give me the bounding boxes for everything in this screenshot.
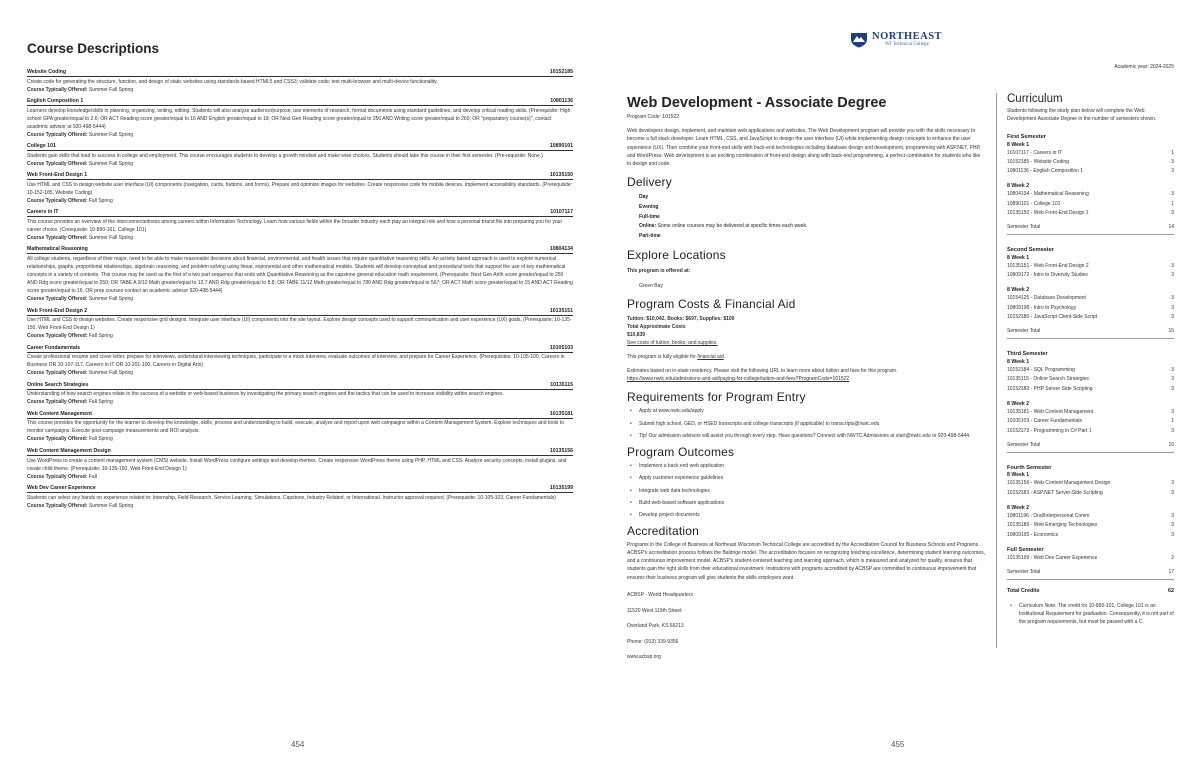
- program-intro: Web developers design, implement, and maintain web applications and websites. The Web Development program will provide you with the skills necessary to become a full stack developer. Learn HTML, CSS, and JavaScript to design the user interface (UI) while implementing design concepts to enhance the user experience (UX). Then combine your front-end skills with back-end technologies including database design and development, programming with ASP.NET, PHP, and WordPress. Web development is an exciting combination of front-end design along with back-end programming, a perfect combination for students who like to design and code.: [627, 128, 981, 168]
- accreditation-address: [627, 591, 985, 661]
- curriculum-course-name: 10135151 - Web Front-End Design 2: [1007, 262, 1089, 269]
- semester-total-row: [1007, 328, 1174, 334]
- outcomes-list: [627, 462, 985, 519]
- semester-divider: [1007, 338, 1174, 339]
- course-entry: [27, 411, 573, 444]
- curriculum-course-row: [1007, 304, 1174, 313]
- course-offered: [27, 332, 573, 340]
- semester-total-value: 16: [1168, 441, 1174, 448]
- week-label: 8 Week 1: [1007, 141, 1030, 148]
- semester-total-value: 15: [1168, 328, 1174, 335]
- delivery-item: Full-time: [639, 213, 660, 220]
- curriculum-course-row: [1007, 190, 1174, 199]
- outcome-item: • Develop project documents: [627, 511, 985, 519]
- course-entry: [27, 143, 573, 168]
- course-offered: [27, 369, 573, 377]
- costs-heading: Program Costs & Financial Aid: [627, 297, 796, 312]
- semester-list: [1007, 134, 1174, 580]
- curriculum-course-row: [1007, 554, 1174, 563]
- total-credits-row: [1007, 588, 1174, 594]
- offered-label: Course Typically Offered:: [27, 399, 88, 406]
- course-description: Create code for generating the structure, function, and design of static websites using standards-based HTML5 and CSS3; validate code; test multi-browser and multi-device functionality.: [27, 78, 438, 85]
- delivery-item: Part-time: [639, 232, 661, 239]
- offered-label: Course Typically Offered:: [27, 333, 88, 340]
- curriculum-course-credits: 3: [1171, 272, 1174, 279]
- course-header: [27, 69, 573, 77]
- curriculum-course-credits: 1: [1171, 200, 1174, 207]
- academic-year: Academic year: 2024-2025: [1114, 64, 1174, 70]
- eligible-text: This program is fully eligible for: [627, 354, 698, 361]
- curriculum-course-credits: 3: [1171, 295, 1174, 302]
- course-header: [27, 345, 573, 353]
- curriculum-course-name: 10804134 - Mathematical Reasoning: [1007, 191, 1089, 198]
- curriculum-course-name: 10152180 - JavaScript Client-Side Script: [1007, 314, 1098, 321]
- week-label: 8 Week 2: [1007, 183, 1030, 190]
- week-label: 8 Week 2: [1007, 287, 1030, 294]
- course-description: All college students, regardless of their major, need to be able to make reasonable decisions about financial, environmental, and health issues that require quantitative reasoning skills. An activity based approach is used to explore numerical relationships, graphs, proportional relationships, algebraic reasoning, and problem solving using linear, exponential and other mathematical models. Students will develop conceptual and procedural tools that support the use of key mathematical concepts in a variety of contexts. This course may be used as the first of a two part sequence that ends with Quantitative Reasoning as the capstone general education math requirement. (Prerequisite: Next Gen Arith score greater/equal to 250 AND Rdg score greater/equal to 250; OR TABE A 9/10 Math greater/equal to 12.7 AND Rdg greater/equal to 8.8; OR TABE 11/12 Math greater/equal to 780 AND Rdg greater/equal to 567; OR ACT Math score greater/equal to 15 AND ACT Reading score greater/equal to 16; OR prep courses-contact an academic advisor 920-498-5444): [27, 256, 573, 295]
- delivery-heading: Delivery: [627, 175, 672, 190]
- course-description: This course provides the opportunity for the learner to develop the knowledge, skills, process and understanding to build, execute, analyze and report upon web campaigns within a Content Management System. Explore techniques and tools to monitor campaigns. Execute post-campaign measurements and ROI analysis.: [27, 420, 564, 435]
- course-code: 10135150: [549, 172, 573, 179]
- requirements-list: [627, 407, 985, 440]
- page-number: 454: [291, 740, 305, 749]
- offered-terms: Summer Fall Spring: [88, 86, 134, 93]
- outcomes-heading: Program Outcomes: [627, 445, 735, 460]
- curriculum-course-name: 10135186 - Web Emerging Technologies: [1007, 522, 1098, 529]
- course-offered: [27, 502, 573, 510]
- semester-total-label: Semester Total: [1007, 328, 1041, 335]
- total-credits-label: Total Credits: [1007, 588, 1040, 595]
- course-code: 10135199: [549, 485, 573, 492]
- accreditation-line: ACBSP - World Headquarters: [627, 592, 693, 599]
- semester-title: Fourth Semester: [1007, 464, 1052, 471]
- curriculum-course-row: [1007, 313, 1174, 322]
- page-title: Course Descriptions: [27, 41, 160, 56]
- offered-terms: Fall Spring: [88, 399, 113, 406]
- course-code: 10107117: [550, 209, 573, 216]
- offered-label: Course Typically Offered:: [27, 473, 88, 480]
- offered-label: Course Typically Offered:: [27, 234, 88, 241]
- curriculum-course-credits: 3: [1171, 489, 1174, 496]
- curriculum-course-name: 10152173 - Programming in C# Part 1: [1007, 427, 1092, 434]
- financial-aid-link[interactable]: financial aid: [697, 354, 724, 361]
- offered-label: Course Typically Offered:: [27, 296, 88, 303]
- curriculum-course-row: [1007, 158, 1174, 167]
- curriculum-course-row: [1007, 489, 1174, 498]
- course-code: 10135156: [549, 447, 573, 454]
- course-name: Careers in IT: [27, 209, 59, 216]
- semester-total-value: 14: [1168, 224, 1174, 231]
- week-label: 8 Week 2: [1007, 504, 1030, 511]
- curriculum-heading: Curriculum: [1007, 93, 1063, 105]
- offered-label: Course Typically Offered:: [27, 86, 88, 93]
- accreditation-text: Programs in the College of Business at Northeast Wisconsin Technical College are accredited by the Accreditation Council for Business Schools and Programs. ACBSP's accreditation process follows the Baldrige model. The accreditation focuses on recognizing teaching excellence, determining student learning outcomes, and a continuous improvement model. ACBSP's student-centered teaching and learning approach, which is measured and analyzed for quality, ensures that students gain the right skills from their educational investment. Institutions with programs accredited by ACBSP are committed to continuous improvement that ensures their business program will give students the skills employers want.: [627, 541, 986, 581]
- accreditation-line: Overland Park, KS 66213: [627, 623, 684, 630]
- course-list: [27, 69, 573, 514]
- course-offered: [27, 473, 573, 481]
- course-header: [27, 246, 573, 254]
- estimates-text: Estimates based on in-state residency. Please visit the following URL to learn more about tuition and fees for this program.: [627, 368, 898, 375]
- curriculum-course-credits: 3: [1171, 385, 1174, 392]
- curriculum-course-name: 10152185 - Website Coding: [1007, 158, 1069, 165]
- course-code: 10804134: [549, 246, 573, 253]
- tuition-url-link[interactable]: https://www.nwtc.edu/admissions-and-aid/paying-for-college/tuition-and-fees?ProgramCode=101522: [627, 376, 850, 383]
- course-description: Students can select any hands on experience related to: Internship, Field Research, Service Learning, Simulations, Capstone, Industry Related, or International. Instructor approval required. (Prerequisite: 10-105-103, Career Fundamentals): [27, 494, 556, 501]
- week-label: 8 Week 2: [1007, 400, 1030, 407]
- curriculum-course-credits: 3: [1171, 314, 1174, 321]
- course-entry: [27, 172, 573, 205]
- delivery-list: [627, 193, 985, 241]
- total-credits-value: 62: [1168, 588, 1174, 595]
- curriculum-course-row: [1007, 385, 1174, 394]
- curriculum-course-credits: 3: [1171, 366, 1174, 373]
- curriculum-course-row: [1007, 479, 1174, 488]
- course-header: [27, 143, 573, 151]
- curriculum-course-row: [1007, 521, 1174, 530]
- course-header: [27, 308, 573, 316]
- course-header: [27, 209, 573, 217]
- curriculum-course-credits: 1: [1171, 149, 1174, 156]
- accreditation-line: 11520 West 119th Street: [627, 607, 682, 614]
- delivery-online-text: Some online courses may be delivered at specific times each week.: [657, 223, 808, 230]
- curriculum-course-name: 10152183 - ASP.NET Server-Side Scripting: [1007, 489, 1103, 496]
- semester-total-label: Semester Total: [1007, 441, 1041, 448]
- curriculum-course-credits: 3: [1171, 408, 1174, 415]
- offered-terms: Summer Fall Spring: [88, 296, 134, 303]
- semester-total-row: [1007, 569, 1174, 575]
- financial-aid-line: [627, 353, 985, 361]
- locations-heading: Explore Locations: [627, 248, 726, 263]
- curriculum-sidebar: [996, 93, 1174, 648]
- curriculum-course-row: [1007, 408, 1174, 417]
- location-green-bay: Green Bay: [639, 283, 663, 290]
- course-header: [27, 411, 573, 419]
- course-name: Web Front-End Design 1: [27, 172, 88, 179]
- requirements-heading: Requirements for Program Entry: [627, 390, 806, 405]
- course-entry: [27, 345, 573, 378]
- offered-terms: Summer Fall Spring: [88, 234, 134, 241]
- curriculum-course-row: [1007, 294, 1174, 303]
- semester-title: Second Semester: [1007, 247, 1054, 254]
- course-offered: [27, 435, 573, 443]
- semester-divider: [1007, 234, 1174, 235]
- course-code: 10135151: [549, 307, 573, 314]
- course-offered: [27, 160, 573, 168]
- outcome-item: • Apply customer experience guidelines: [627, 474, 985, 482]
- curriculum-intro: Students following the study plan below will complete the Web Development Associate Degree in the number of semesters shown.: [1007, 108, 1157, 122]
- right-page: [600, 0, 1200, 776]
- course-entry: [27, 69, 573, 94]
- curriculum-course-name: 10801196 - Oral/Interpersonal Comm: [1007, 512, 1090, 519]
- offered-terms: Fall Spring: [88, 333, 113, 340]
- curriculum-course-credits: 3: [1171, 480, 1174, 487]
- curriculum-course-row: [1007, 262, 1174, 271]
- offered-at: This program is offered at:: [627, 268, 691, 275]
- course-name: Web Content Management Design: [27, 447, 111, 454]
- curriculum-course-name: 10890101 - College 101: [1007, 200, 1061, 207]
- course-header: [27, 448, 573, 456]
- curriculum-course-name: 10152184 - SQL Programming: [1007, 366, 1075, 373]
- curriculum-course-row: [1007, 427, 1174, 436]
- week-label: 8 Week 1: [1007, 472, 1030, 479]
- semester-title: First Semester: [1007, 134, 1046, 140]
- course-header: [27, 98, 573, 106]
- course-entry: [27, 98, 573, 139]
- requirement-item: • Tip! Our admission advisors will assist you through every step. Have questions? Connect with NWTC Admissions at start@nwtc.edu or 920-498-5444.: [627, 432, 985, 440]
- program-title: Web Development - Associate Degree: [627, 95, 887, 111]
- curriculum-course-name: 10801136 - English Composition 1: [1007, 168, 1084, 175]
- curriculum-course-row: [1007, 167, 1174, 176]
- curriculum-note: • Curriculum Note: The credit for 10-890-101, College 101 is an Institutional Requirement for graduation. Consequently, it is not part of the program requirements, but must be passed with a C.: [1007, 602, 1174, 626]
- course-entry: [27, 209, 573, 242]
- course-code: 10135115: [550, 381, 573, 388]
- course-entry: [27, 246, 573, 303]
- curriculum-course-credits: 3: [1171, 304, 1174, 311]
- course-description: This course provides an overview of the interconnectedness among careers within Information Technology. Learn how various fields within the broader industry each play an integral role and how a personal brand fits into preparing you for your career choice. (Corequisite: 10-890-101, College 101): [27, 218, 563, 233]
- curriculum-course-credits: 3: [1171, 210, 1174, 217]
- curriculum-course-credits: 3: [1171, 262, 1174, 269]
- curriculum-course-name: 10135115 - Online Search Strategies: [1007, 376, 1089, 383]
- curriculum-course-row: [1007, 149, 1174, 158]
- course-offered: [27, 295, 573, 303]
- total-cost: $10,839: [627, 332, 646, 339]
- course-code: 10801136: [550, 98, 573, 105]
- course-name: Career Fundamentals: [27, 344, 81, 351]
- course-entry: [27, 448, 573, 481]
- offered-label: Course Typically Offered:: [27, 160, 88, 167]
- curriculum-course-row: [1007, 200, 1174, 209]
- curriculum-course-row: [1007, 531, 1174, 540]
- costs-link[interactable]: See costs of tuition, books, and supplies.: [627, 340, 718, 347]
- course-name: Mathematical Reasoning: [27, 246, 88, 253]
- course-offered: [27, 197, 573, 205]
- outcome-item: • Build web-based software applications: [627, 499, 985, 507]
- course-name: Web Content Management: [27, 410, 93, 417]
- semester-total-row: [1007, 442, 1174, 448]
- curriculum-course-credits: 1: [1171, 418, 1174, 425]
- curriculum-course-credits: 3: [1171, 531, 1174, 538]
- logo-subtitle: WI Technical College: [885, 42, 929, 47]
- offered-terms: Summer Fall Spring: [88, 370, 134, 377]
- curriculum-course-name: 10135181 - Web Content Management: [1007, 408, 1094, 415]
- offered-terms: Fall Spring: [88, 436, 113, 443]
- outcome-item: • Implement a back end web application: [627, 462, 985, 470]
- requirement-item: • Apply at www.nwtc.edu/apply: [627, 407, 985, 415]
- course-description: Create professional resume and cover letter, prepare for interviews, understand interviewing techniques, participate in a mock interview, evaluate outcomes of interview, and prepare for Career Experience. (Prerequisites: 10-105-100, Careers in Business OR 10-107-117, Careers in IT OR 10-201-100, Careers in Digital Arts): [27, 354, 565, 369]
- curriculum-course-name: 10135156 - Web Content Management Design: [1007, 480, 1111, 487]
- semester-total-label: Semester Total: [1007, 569, 1041, 576]
- curriculum-course-row: [1007, 209, 1174, 218]
- curriculum-course-name: 10154125 - Database Development: [1007, 295, 1086, 302]
- course-header: [27, 485, 573, 493]
- course-header: [27, 382, 573, 390]
- course-code: 10135181: [549, 410, 573, 417]
- curriculum-course-credits: 3: [1171, 158, 1174, 165]
- semester-divider: [1007, 452, 1174, 453]
- shield-logo-icon: [850, 32, 868, 48]
- curriculum-course-row: [1007, 366, 1174, 375]
- course-offered: [27, 131, 573, 139]
- week-label: 8 Week 1: [1007, 254, 1030, 261]
- course-description: Use WordPress to create a content management system (CMS) website. Install WordPress configure settings and develop themes. Create responsive WordPress theme using PHP, HTML and CSS. Analyze security concepts, install plugins, and create child theme. (Prerequisite: 10-135-150, Web Front-End Design 1): [27, 457, 567, 472]
- program-code: Program Code: 101522: [627, 114, 679, 120]
- semester-total-label: Semester Total: [1007, 224, 1041, 231]
- offered-label: Course Typically Offered:: [27, 502, 88, 509]
- outcome-item: • Integrate web data technologies: [627, 487, 985, 495]
- course-description: Use HTML and CSS to design websites. Create responsive grid designs. Integrate user interface (UI) components into the site layout. Explore design concepts used to support communication and user experience (UX) goals. (Prerequisite: 10-135-150, Web Front-End Design 1): [27, 317, 572, 332]
- curriculum-course-name: 10107117 - Careers in IT: [1007, 149, 1063, 156]
- course-header: [27, 172, 573, 180]
- curriculum-course-name: 10135199 - Web Dev Career Experience: [1007, 554, 1098, 561]
- curriculum-course-row: [1007, 417, 1174, 426]
- curriculum-course-credits: 3: [1171, 522, 1174, 529]
- curriculum-course-credits: 3: [1171, 191, 1174, 198]
- curriculum-course-name: 10809198 - Intro to Psychology: [1007, 304, 1077, 311]
- accreditation-line[interactable]: www.acbsp.org: [627, 654, 661, 661]
- offered-terms: Fall Spring: [88, 197, 113, 204]
- offered-terms: Summer Fall Spring: [88, 160, 134, 167]
- course-entry: [27, 485, 573, 510]
- accreditation-line: Phone: (913) 339-9356: [627, 638, 679, 645]
- course-description: Learners develop knowledge/skills in planning, organizing, writing, editing. Students will also analyze audience/purpose, use elements of research, format documents using standard guidelines, and develop critical reading skills. (Prerequisite: High school GPA greater/equal to 2.6; OR ACT Reading score greater/equal to 16 AND English greater/equal to 18; OR Next Gen Reading score greater/equal to 250 AND Writing score greater/equal to 260; OR "preparatory course(s)", contact academic advisor at 920-498-5444): [27, 107, 571, 130]
- offered-label: Course Typically Offered:: [27, 436, 88, 443]
- requirement-item: • Submit high school, GED, or HSED transcripts and college transcripts (if applicable) to transcripts@nwtc.edu: [627, 420, 985, 428]
- offered-label: Course Typically Offered:: [27, 197, 88, 204]
- course-name: Website Coding: [27, 69, 67, 75]
- course-name: College 101: [27, 143, 56, 150]
- course-code: 10105103: [549, 344, 573, 351]
- eligible-end: .: [723, 354, 726, 361]
- northeast-logo: [850, 31, 942, 48]
- curriculum-course-name: 10105103 - Career Fundamentals: [1007, 418, 1083, 425]
- total-cost-label: Total Approximate Costs: [627, 324, 686, 331]
- accreditation-heading: Accreditation: [627, 523, 699, 538]
- course-code: 10152185: [549, 69, 573, 75]
- course-name: English Composition 1: [27, 98, 84, 105]
- course-name: Web Front-End Design 2: [27, 307, 88, 314]
- offered-terms: Summer Fall Spring: [88, 131, 134, 138]
- curriculum-course-credits: 3: [1171, 427, 1174, 434]
- offered-label: Course Typically Offered:: [27, 131, 88, 138]
- course-code: 10890101: [549, 143, 573, 150]
- logo-name: NORTHEAST: [872, 31, 943, 42]
- curriculum-course-row: [1007, 512, 1174, 521]
- curriculum-course-name: 10809195 - Economics: [1007, 531, 1059, 538]
- delivery-item: Day: [639, 194, 649, 201]
- delivery-online-label: Online:: [639, 223, 657, 230]
- week-label: 8 Week 1: [1007, 358, 1030, 365]
- curriculum-course-credits: 3: [1171, 512, 1174, 519]
- semester-divider: [1007, 579, 1174, 580]
- course-entry: [27, 382, 573, 407]
- offered-terms: Fall: [88, 473, 97, 480]
- tuition-line: Tuition: $10,042, Books: $697, Supplies: $100: [627, 316, 735, 323]
- semester-title: Third Semester: [1007, 351, 1048, 358]
- offered-label: Course Typically Offered:: [27, 370, 88, 377]
- delivery-item: Evening: [639, 204, 659, 211]
- offered-terms: Summer Fall Spring: [88, 502, 134, 509]
- curriculum-course-credits: 3: [1171, 168, 1174, 175]
- course-offered: [27, 86, 573, 94]
- course-offered: [27, 398, 573, 406]
- curriculum-course-name: 10152182 - PHP Server-Side Scripting: [1007, 385, 1093, 392]
- curriculum-course-credits: 2: [1171, 554, 1174, 561]
- semester-total-value: 17: [1168, 569, 1174, 576]
- curriculum-course-name: 10135150 - Web Front-End Design 1: [1007, 210, 1089, 217]
- course-offered: [27, 234, 573, 242]
- curriculum-course-name: 10809172 - Intro to Diversity Studies: [1007, 272, 1088, 279]
- page-number: 455: [891, 740, 905, 749]
- semester-title: Full Semester: [1007, 546, 1044, 553]
- semester-total-row: [1007, 224, 1174, 230]
- program-main: [627, 95, 985, 661]
- curriculum-course-row: [1007, 271, 1174, 280]
- course-description: Use HTML and CSS to design website user interface (UI) components (navigation, cards, buttons, and forms). Prepare and optimize images for websites. Create responsive code for mobile devices. Implement accessibility standards. (Prerequisite: 10-152-185, Website Coding): [27, 181, 573, 196]
- course-description: Understanding of how search engines relate to the success of a website or web-based business by investigating the primary search engines and the tactics that can be used to increase visibility within search engines.: [27, 391, 504, 398]
- curriculum-course-row: [1007, 375, 1174, 384]
- course-entry: [27, 308, 573, 341]
- curriculum-course-credits: 3: [1171, 376, 1174, 383]
- course-name: Online Search Strategies: [27, 381, 89, 388]
- course-name: Web Dev Career Experience: [27, 485, 96, 492]
- course-description: Students gain skills that lead to success in college and employment. This course encourages students to develop a growth mindset and make wise choices. Students should take this course in their first semester. (Pre-requisite: None.): [27, 152, 543, 159]
